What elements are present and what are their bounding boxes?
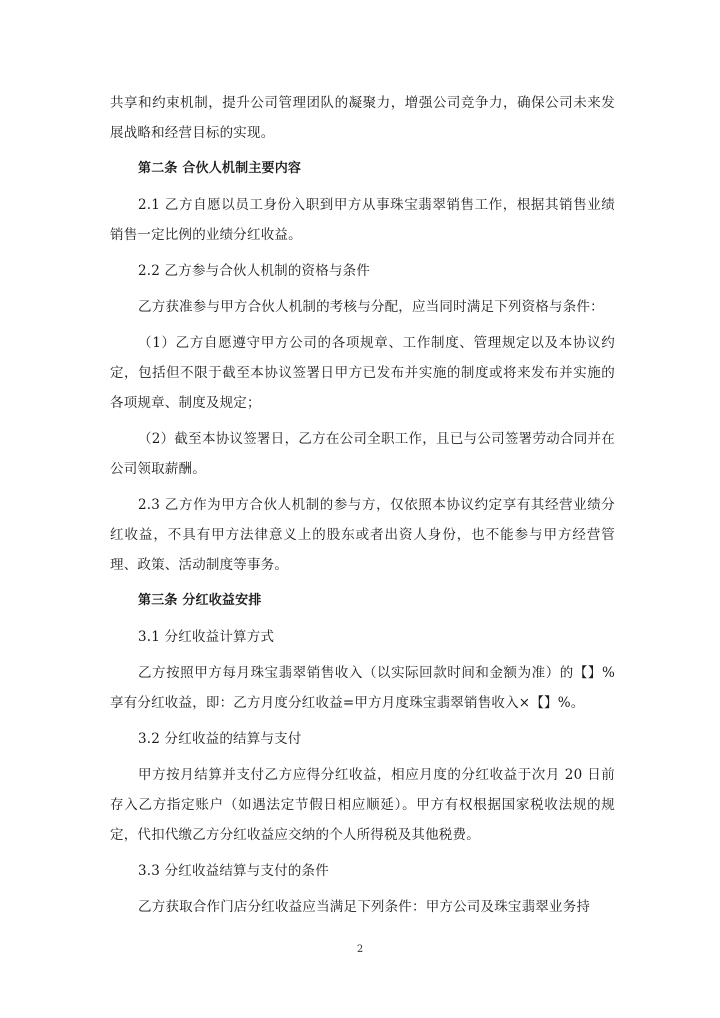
clause-3-2-body: 甲方按月结算并支付乙方应得分红收益，相应月度的分红收益于次月 20 日前存入乙方指定账户（如遇法定节假日相应顺延）。甲方有权根据国家税收法规的规定，代扣代缴乙方分红收益应交纳的个人所得税及其他税费。 bbox=[110, 767, 615, 843]
clause-3-3-body: 乙方获取合作门店分红收益应当满足下列条件：甲方公司及珠宝翡翠业务持 bbox=[138, 899, 591, 915]
clause-2-3: 2.3 乙方作为甲方合伙人机制的参与方，仅依照本协议约定享有其经营业绩分红收益，不具有甲方法律意义上的股东或者出资人身份，也不能参与甲方经营管理、政策、活动制度等事务。 bbox=[110, 497, 615, 573]
clause-3-2-title: 3.2 分红收益的结算与支付 bbox=[138, 731, 302, 747]
section-heading-article-3: 第三条 分红收益安排 bbox=[138, 593, 262, 608]
paragraph-intro-continuation: 共享和约束机制，提升公司管理团队的凝聚力，增强公司竞争力，确保公司未来发展战略和经营目标的实现。 bbox=[110, 95, 615, 141]
clause-2-2-body: 乙方获准参与甲方合伙人机制的考核与分配，应当同时满足下列资格与条件： bbox=[138, 299, 604, 315]
condition-item-2: （2）截至本协议签署日，乙方在公司全职工作，且已与公司签署劳动合同并在公司领取薪酬。 bbox=[110, 431, 615, 477]
clause-3-1-body: 乙方按照甲方每月珠宝翡翠销售收入（以实际回款时间和金额为准）的【】%享有分红收益，即：乙方月度分红收益=甲方月度珠宝翡翠销售收入×【】%。 bbox=[110, 665, 615, 711]
condition-item-1: （1）乙方自愿遵守甲方公司的各项规章、工作制度、管理规定以及本协议约定，包括但不限于截至本协议签署日甲方已发布并实施的制度或将来发布并实施的各项规章、制度及规定； bbox=[110, 335, 615, 411]
clause-3-1-title: 3.1 分红收益计算方式 bbox=[138, 629, 275, 645]
section-heading-article-2: 第二条 合伙人机制主要内容 bbox=[138, 161, 302, 176]
document-body bbox=[110, 88, 615, 928]
page-number: 2 bbox=[356, 944, 364, 955]
clause-2-1: 2.1 乙方自愿以员工身份入职到甲方从事珠宝翡翠销售工作，根据其销售业绩销售一定比例的业绩分红收益。 bbox=[110, 197, 615, 243]
clause-3-3-title: 3.3 分红收益结算与支付的条件 bbox=[138, 863, 329, 879]
clause-2-2-title: 2.2 乙方参与合伙人机制的资格与条件 bbox=[138, 263, 371, 279]
